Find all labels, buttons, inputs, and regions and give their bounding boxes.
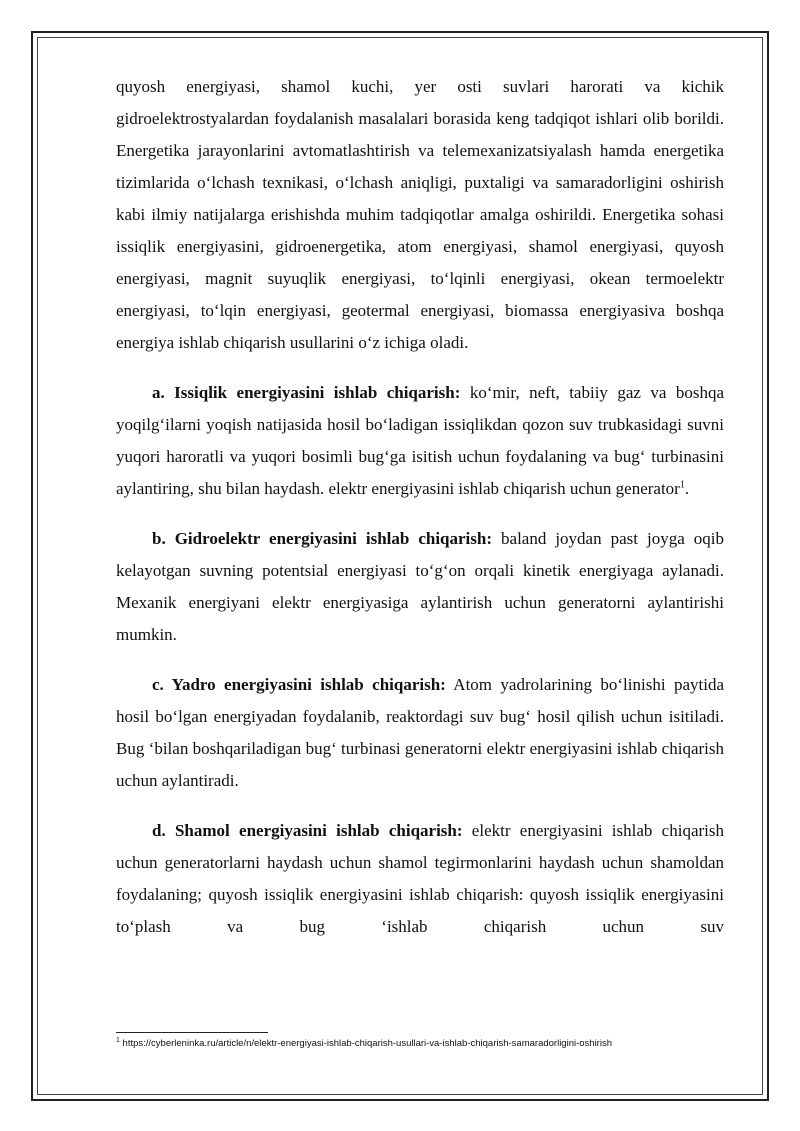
- document-body: [116, 71, 724, 943]
- intro-paragraph: [116, 71, 724, 359]
- section-d-paragraph: [116, 815, 724, 943]
- section-a-text: ko‘mir, neft, tabiiy gaz va boshqa yoqilg‘ilarni yoqish natijasida hosil bo‘ladigan issiqlikdan qozon suv trubkasidagi suvni yuqori haroratli va yuqori bosimli bug‘ga isitish uchun foydalaning va bug‘ turbinasini aylantiring, shu bilan haydash. elektr energiyasini ishlab chiqarish uchun generator: [116, 383, 725, 498]
- intro-text: quyosh energiyasi, shamol kuchi, yer osti suvlari harorati va kichik gidroelektrostyalardan foydalanish masalalari borasida keng tadqiqot ishlari olib borildi. Energetika jarayonlarini avtomatlashtirish va telemexanizatsiyalash hamda energetika tizimlarida o‘lchash texnikasi, o‘lchash aniqligi, puxtaligi va samaradorligini oshirish kabi ilmiy natijalarga erishishda muhim tadqiqotlar amalga oshirildi. Energetika sohasi issiqlik energiyasini, gidroenergetika, atom energiyasi, shamol energiyasi, quyosh energiyasi, magnit suyuqlik energiyasi, to‘lqinli energiyasi, okean termoelektr energiyasi, to‘lqin energiyasi, geotermal energiyasi, biomassa energiyasiva boshqa energiya ishlab chiqarish usullarini o‘z ichiga oladi.: [116, 77, 724, 352]
- section-d-heading: d. Shamol energiyasini ishlab chiqarish:: [152, 821, 463, 840]
- section-a-paragraph: [116, 377, 724, 505]
- section-c-text: Atom yadrolarining bo‘linishi paytida hosil bo‘lgan energiyadan foydalanib, reaktordagi suv bug‘ hosil qilish uchun isitiladi. Bug ‘bilan boshqariladigan bug‘ turbinasi generatorni elektr energiyasini ishlab chiqarish uchun aylantiradi.: [116, 675, 724, 790]
- footnote-number: 1: [116, 1036, 120, 1044]
- section-c-paragraph: [116, 669, 724, 797]
- section-a-tail: .: [684, 479, 690, 498]
- footnote-separator: [116, 1032, 268, 1033]
- footnote-link[interactable]: https://cyberleninka.ru/article/n/elektr-energiyasi-ishlab-chiqarish-usullari-va-ishlab-chiqarish-samaradorligini-oshirish: [122, 1038, 612, 1049]
- section-b-paragraph: [116, 523, 724, 651]
- section-d-text: elektr energiyasini ishlab chiqarish uchun generatorlarni haydash uchun shamol tegirmonlarini haydash uchun shamoldan foydalaning; quyosh issiqlik energiyasini ishlab chiqarish: quyosh issiqlik energiyasini to‘plash va bug ‘ishlab chiqarish uchun suv: [116, 821, 724, 936]
- section-b-text: baland joydan past joyga oqib kelayotgan suvning potentsial energiyasi to‘g‘on orqali kinetik energiyaga aylanadi. Mexanik energiyani elektr energiyasiga aylantirish uchun generatorni aylantirishi mumkin.: [116, 529, 724, 644]
- section-a-heading: a. Issiqlik energiyasini ishlab chiqarish:: [152, 383, 461, 402]
- section-c-heading: c. Yadro energiyasini ishlab chiqarish:: [152, 675, 446, 694]
- section-b-heading: b. Gidroelektr energiyasini ishlab chiqarish:: [152, 529, 493, 548]
- footnote: [116, 1037, 756, 1050]
- footnote-reference[interactable]: 1: [679, 479, 685, 491]
